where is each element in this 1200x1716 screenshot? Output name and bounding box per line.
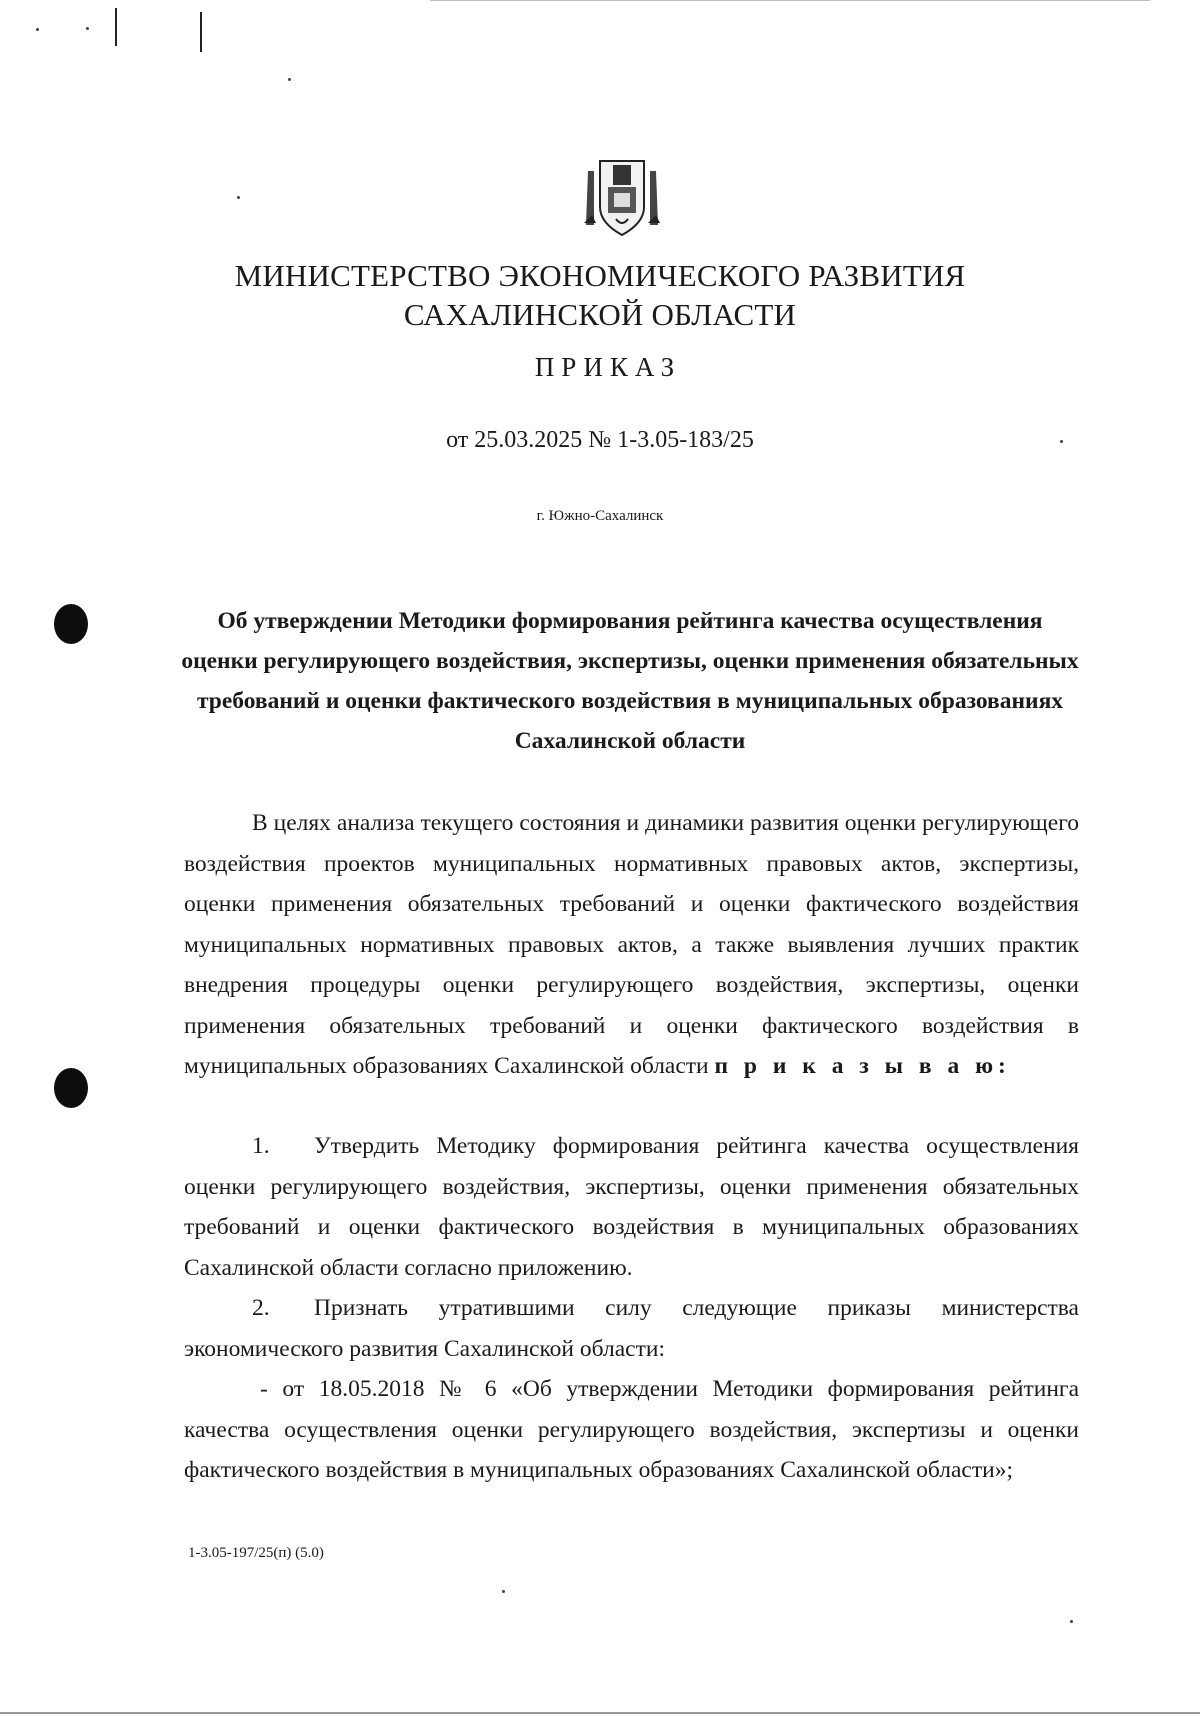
scan-top-edge [430, 0, 1150, 1]
ministry-name [0, 256, 1200, 334]
scan-speck [502, 1590, 505, 1593]
item-2-text: Признать утратившими силу следующие приказы министерства экономического развития Сахалинской области: [184, 1295, 1079, 1362]
scan-speck [36, 28, 39, 31]
item-1-number: 1. [252, 1133, 270, 1159]
document-type: ПРИКАЗ [534, 352, 682, 382]
ministry-name-line1: МИНИСТЕРСТВО ЭКОНОМИЧЕСКОГО РАЗВИТИЯ [234, 258, 966, 293]
scan-bottom-edge [0, 1712, 1200, 1714]
document-title: Об утверждении Методики формирования рейтинга качества осуществления оценки регулирующего воздействия, экспертизы, оценки применения обязательных требований и оценки фактического воздействия в муниципальных образованиях Сахалинской области [181, 608, 1079, 754]
footer-doc-code: 1-3.05-197/25(п) (5.0) [188, 1545, 324, 1561]
intro-paragraph [184, 803, 1079, 1087]
punch-hole [54, 1068, 88, 1108]
item-1-text: Утвердить Методику формирования рейтинга качества осуществления оценки регулирующего воздействия, экспертизы, оценки применения обязательных требований и оценки фактического воздействия в муниципальных образованиях Сахалинской области согласно приложению. [184, 1133, 1079, 1281]
punch-hole [54, 604, 88, 644]
decree-word: п р и к а з ы в а ю: [714, 1053, 1011, 1079]
ministry-name-line2: САХАЛИНСКОЙ ОБЛАСТИ [403, 297, 797, 332]
scan-speck [86, 27, 89, 30]
order-number: от 25.03.2025 № 1-3.05-183/25 [446, 427, 754, 453]
scan-speck [288, 78, 291, 81]
scan-speck [237, 196, 240, 199]
scan-edge-mark [115, 8, 117, 46]
item-1-paragraph [184, 1126, 1079, 1288]
subitem-1-paragraph: - от 18.05.2018 № 6 «Об утверждении Методики формирования рейтинга качества осуществления оценки регулирующего воздействия, экспертизы и оценки фактического воздействия в муниципальных образованиях Сахалинской области»; [184, 1376, 1079, 1483]
coat-of-arms-emblem [580, 157, 664, 241]
item-2-paragraph [184, 1288, 1079, 1369]
item-2-number: 2. [252, 1295, 270, 1321]
scan-speck [1070, 1620, 1073, 1623]
city: г. Южно-Сахалинск [536, 508, 664, 524]
scan-edge-mark [200, 12, 202, 52]
intro-text: В целях анализа текущего состояния и динамики развития оценки регулирующего воздействия проектов муниципальных нормативных правовых актов, экспертизы, оценки применения обязательных требований и оценки фактического воздействия муниципальных нормативных правовых актов, а также выявления лучших практик внедрения процедуры оценки регулирующего воздействия, экспертизы, оценки применения обязательных требований и оценки фактического воздействия в муниципальных образованиях Сахалинской области [184, 810, 1079, 1079]
